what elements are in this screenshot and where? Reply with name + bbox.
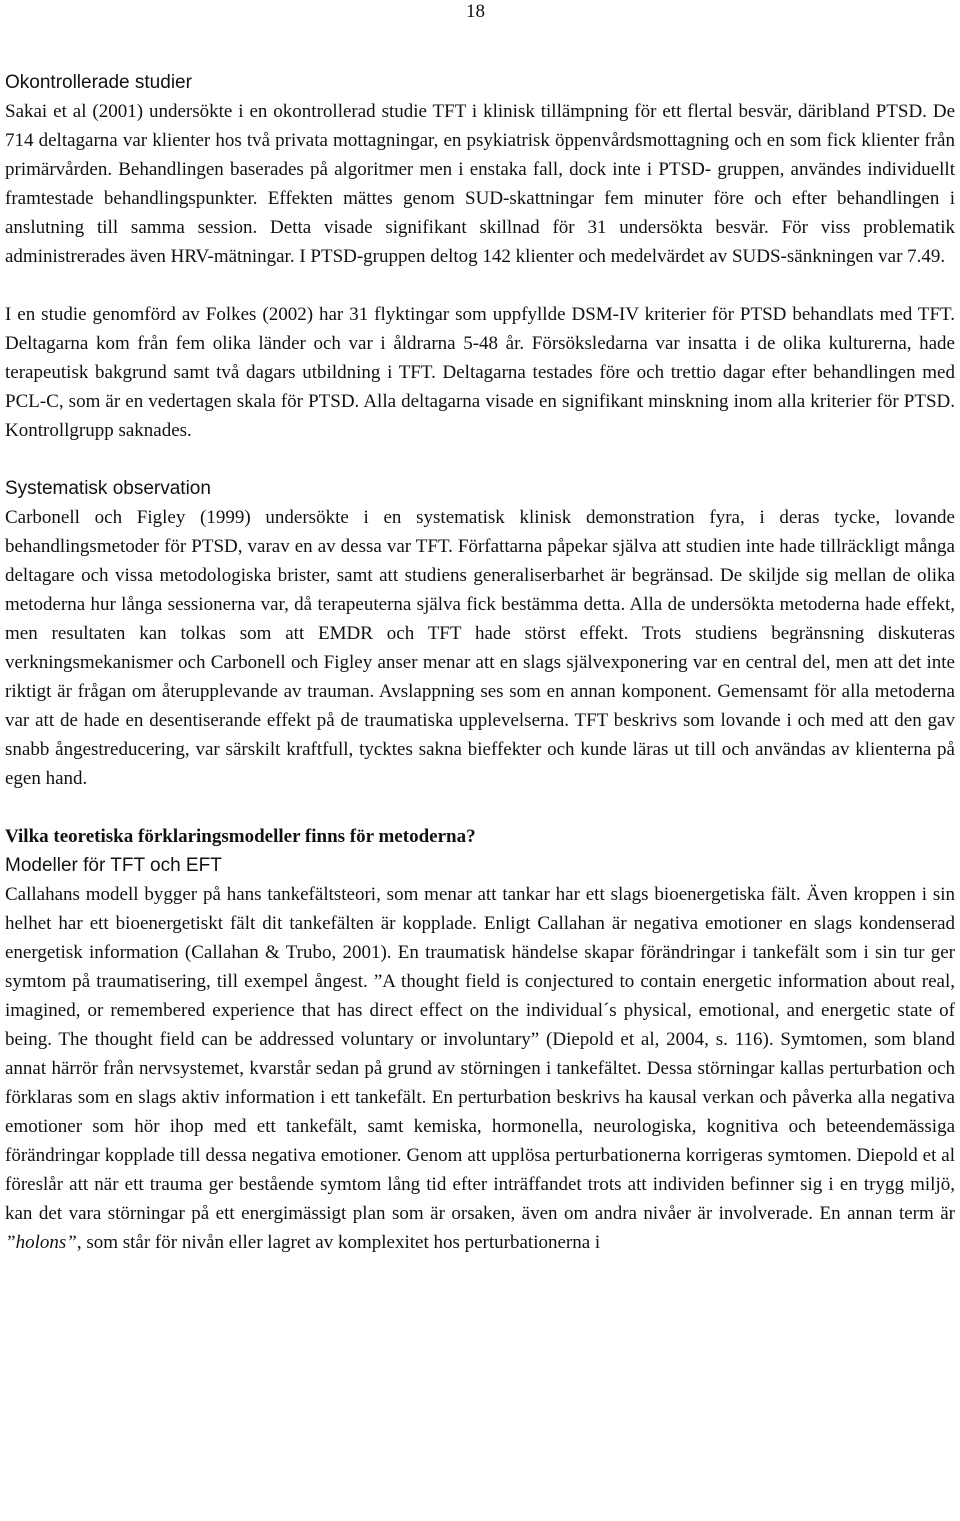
- section-heading-systematic-observation: Systematisk observation: [5, 478, 211, 499]
- subheading-tft-eft-models: Modeller för TFT och EFT: [5, 855, 222, 876]
- section-heading-theoretical-models: Vilka teoretiska förklaringsmodeller finns för metoderna?: [5, 826, 476, 847]
- paragraph-carbonell-figley: Carbonell och Figley (1999) undersökte i en systematisk klinisk demonstration fyra, i deras tycke, lovande behandlingsmetoder för PTSD, varav en av dessa var TFT. Författarna påpekar själva att studien inte hade tillräckligt många deltagare och vissa metodologiska brister, samt att studiens generaliserbarhet är begränsad. De skiljde sig mellan de olika metoderna hur långa sessionerna var, då terapeuterna själva fick bestämma detta. Alla de undersökta metoderna hade effekt, men resultaten kan tolkas som att EMDR och TFT hade störst effekt. Trots studiens begränsning diskuteras verkningsmekanismer och Carbonell och Figley anser menar att en slags självexponering var en central del, men att det inte riktigt är frågan om återupplevande av trauman. Avslappning ses som en annan komponent. Gemensamt för alla metoderna var att de hade en desentiserande effekt på de traumatiska upplevelserna. TFT beskrivs som lovande i och med att den gav snabb ångestreducering, var särskilt kraftfull, tycktes sakna bieffekter och kunde läras ut till och användas av klienterna på egen hand.: [5, 507, 955, 789]
- paragraph-gap: [5, 793, 955, 822]
- holons-term: ”holons”: [5, 1232, 77, 1253]
- paragraph-gap: [5, 445, 955, 474]
- paragraph-sakai-study: Sakai et al (2001) undersökte i en okontrollerad studie TFT i klinisk tillämpning för ett flertal besvär, däribland PTSD. De 714 deltagarna var klienter hos två privata mottagningar, en psykiatrisk öppenvårdsmottagning och en som fick klienter från primärvården. Behandlingen baserades på algoritmer men i enstaka fall, dock inte i PTSD- gruppen, användes individuellt framtestade behandlingspunkter. Effekten mättes genom SUD-skattningar fem minuter före och efter behandlingen i anslutning till samma session. Detta visade signifikant skillnad för 31 undersökta besvär. För viss problematik administrerades även HRV-mätningar. I PTSD-gruppen deltog 142 klienter och medelvärdet av SUDS-sänkningen var 7.49.: [5, 101, 955, 267]
- paragraph-folkes-study: I en studie genomförd av Folkes (2002) har 31 flyktingar som uppfyllde DSM-IV kriterier för PTSD behandlats med TFT. Deltagarna kom från fem olika länder och var i åldrarna 5-48 år. Försöksledarna var insatta i de olika kulturerna, hade terapeutisk bakgrund samt två dagars utbildning i TFT. Deltagarna testades före och trettio dagar efter behandlingen med PCL-C, som är en vedertagen skala för PTSD. Alla deltagarna visade en signifikant minskning inom alla kriterier för PTSD. Kontrollgrupp saknades.: [5, 304, 955, 441]
- callahan-text-part3: , som står för nivån eller lagret av komplexitet hos perturbationerna i: [76, 1232, 601, 1253]
- document-body: [5, 68, 955, 1257]
- page-number: 18: [466, 1, 485, 22]
- section-heading-uncontrolled-studies: Okontrollerade studier: [5, 72, 192, 93]
- callahan-text-part1: Callahans modell bygger på hans tankefältsteori, som menar att tankar har ett slags bioenergetiska fält. Även kroppen i sin helhet har ett bioenergetiskt fält dit tankefälten är kopplade. Enligt Callahan är negativa emotioner en slags kondenserad energetisk information (Callahan & Trubo, 2001). En traumatisk händelse skapar förändringar i tankefält som i sin tur ger symtom på traumatisering, till exempel ångest.: [5, 884, 955, 992]
- paragraph-gap: [5, 271, 955, 300]
- diepold-quote: ”A thought field is conjectured to contain energetic information about real, imagined, or remembered experience that has direct effect on the individual´s physical, emotional, and energetic state of being. The thought field can be addressed voluntary or involuntary” (Diepold et al, 2004, s. 116).: [5, 971, 956, 1050]
- paragraph-callahan-model: [5, 880, 955, 1257]
- callahan-text-part2: Symtomen, som bland annat härrör från nervsystemet, kvarstår sedan på grund av störningen i tankefältet. Dessa störningar kallas perturbation och förklaras som en slags aktiv information i ett tankefält. En perturbation beskrivs ha kausal verkan och påverka alla negativa emotioner som hör ihop med ett tankefält, samt kemiska, hormonella, neurologiska, kognitiva och beteendemässiga förändringar kopplade till dessa negativa emotioner. Genom att upplösa perturbationerna korrigeras symtomen. Diepold et al föreslår att när ett trauma ger bestående symtom lång tid efter inträffandet trots att individen befinner sig i en trygg miljö, kan det vara störningar på ett energimässigt plan som är orsaken, även om andra nivåer är involverade. En annan term är: [5, 1029, 955, 1224]
